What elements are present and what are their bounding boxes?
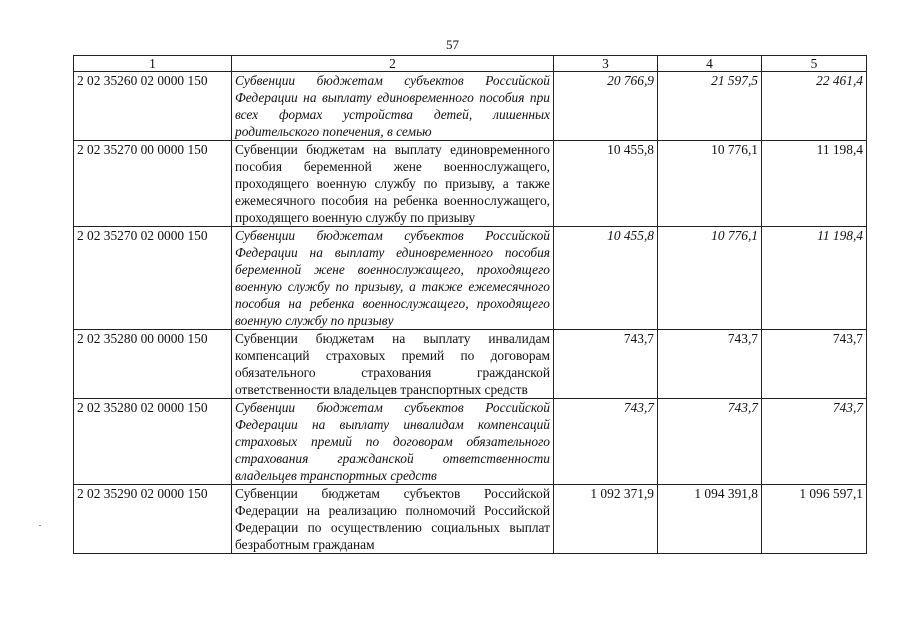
- row-value-col4: 10 776,1: [658, 227, 762, 330]
- row-name: Субвенции бюджетам на выплату инвалидам компенсаций страховых премий по договорам обязательного страхования гражданской ответственности владельцев транспортных средств: [232, 330, 554, 399]
- row-value-col5: 743,7: [762, 330, 867, 399]
- row-code: 2 02 35280 00 0000 150: [74, 330, 232, 399]
- row-value-col5: 11 198,4: [762, 227, 867, 330]
- budget-table: [73, 55, 867, 554]
- table-row: [74, 72, 867, 141]
- row-value-col3: 743,7: [554, 399, 658, 485]
- scan-speck: [39, 525, 41, 526]
- row-value-col3: 743,7: [554, 330, 658, 399]
- page-number: 57: [446, 37, 459, 52]
- row-value-col5: 743,7: [762, 399, 867, 485]
- row-value-col4: 21 597,5: [658, 72, 762, 141]
- row-value-col5: 22 461,4: [762, 72, 867, 141]
- row-value-col4: 10 776,1: [658, 141, 762, 227]
- column-header-5: 5: [762, 56, 867, 72]
- table-row: [74, 227, 867, 330]
- row-code: 2 02 35290 02 0000 150: [74, 485, 232, 554]
- header-row: [74, 56, 867, 72]
- table-row: [74, 141, 867, 227]
- row-value-col5: 1 096 597,1: [762, 485, 867, 554]
- row-value-col3: 10 455,8: [554, 141, 658, 227]
- row-code: 2 02 35270 02 0000 150: [74, 227, 232, 330]
- row-name: Субвенции бюджетам субъектов Российской Федерации на выплату инвалидам компенсаций страховых премий по договорам обязательного страхования гражданской ответственности владельцев транспортных средств: [232, 399, 554, 485]
- row-value-col3: 20 766,9: [554, 72, 658, 141]
- column-header-1: 1: [74, 56, 232, 72]
- row-code: 2 02 35270 00 0000 150: [74, 141, 232, 227]
- row-value-col3: 1 092 371,9: [554, 485, 658, 554]
- row-code: 2 02 35280 02 0000 150: [74, 399, 232, 485]
- table-row: [74, 399, 867, 485]
- column-header-4: 4: [658, 56, 762, 72]
- table-row: [74, 485, 867, 554]
- row-value-col4: 1 094 391,8: [658, 485, 762, 554]
- row-value-col5: 11 198,4: [762, 141, 867, 227]
- row-value-col4: 743,7: [658, 330, 762, 399]
- row-name: Субвенции бюджетам субъектов Российской Федерации на выплату единовременного пособия при всех формах устройства детей, лишенных родительского попечения, в семью: [232, 72, 554, 141]
- row-value-col3: 10 455,8: [554, 227, 658, 330]
- row-name: Субвенции бюджетам на выплату единовременного пособия беременной жене военнослужащего, проходящего военную службу по призыву, а также ежемесячного пособия на ребенка военнослужащего, проходящего военную службу по призыву: [232, 141, 554, 227]
- column-header-2: 2: [232, 56, 554, 72]
- row-code: 2 02 35260 02 0000 150: [74, 72, 232, 141]
- row-value-col4: 743,7: [658, 399, 762, 485]
- table-row: [74, 330, 867, 399]
- row-name: Субвенции бюджетам субъектов Российской Федерации на реализацию полномочий Российской Федерации по осуществлению социальных выплат безработным гражданам: [232, 485, 554, 554]
- column-header-3: 3: [554, 56, 658, 72]
- row-name: Субвенции бюджетам субъектов Российской Федерации на выплату единовременного пособия беременной жене военнослужащего, проходящего военную службу по призыву, а также ежемесячного пособия на ребенка военнослужащего, проходящего военную службу по призыву: [232, 227, 554, 330]
